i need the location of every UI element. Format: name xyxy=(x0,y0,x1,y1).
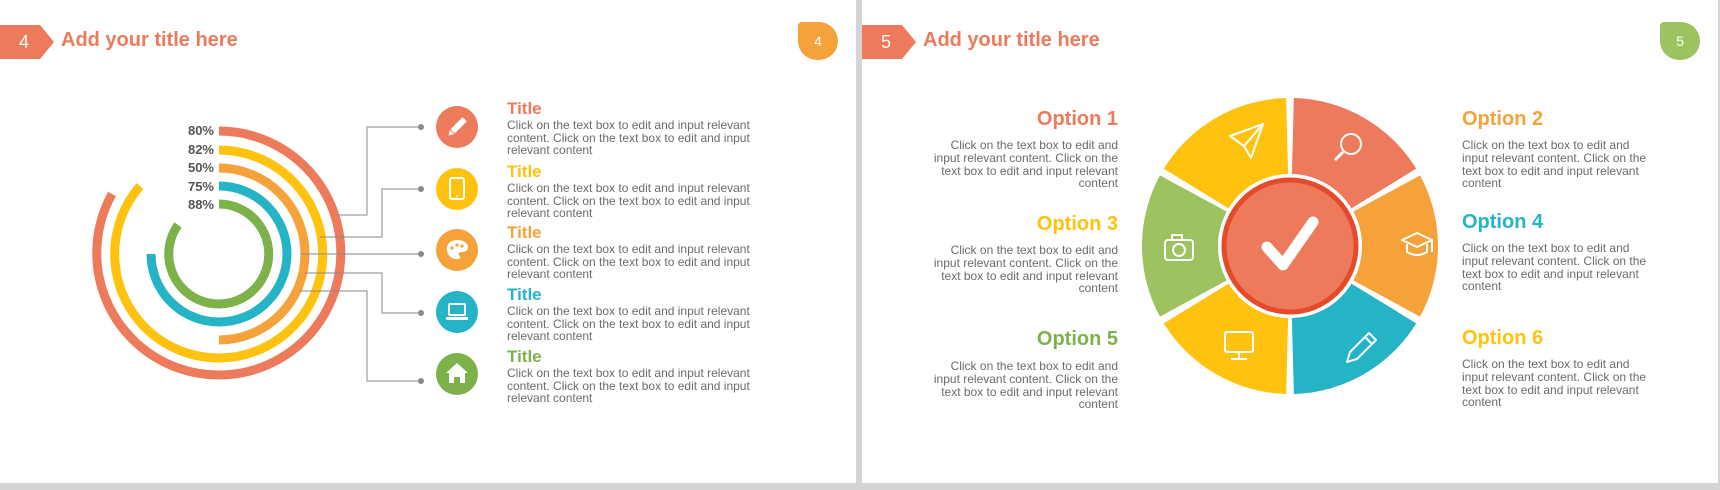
option-title[interactable]: Option 6 xyxy=(1462,327,1544,349)
item-description[interactable]: Click on the text box to edit and input relevant content. Click on the text box to edit and input relevant content xyxy=(507,242,750,282)
home-icon xyxy=(436,353,478,395)
percent-label: 88% xyxy=(187,197,214,212)
page-badge: 5 xyxy=(1660,22,1700,60)
option-description[interactable]: Click on the text box to edit and input relevant content. Click on the text box to edit and input relevant content xyxy=(1462,357,1647,410)
slide-title[interactable]: Add your title here xyxy=(923,29,1100,51)
percent-label: 50% xyxy=(187,160,214,175)
slide-number: 4 xyxy=(18,32,29,52)
ring-88 xyxy=(169,204,269,304)
connector-dot xyxy=(418,251,424,257)
item-title[interactable]: Title xyxy=(507,347,542,366)
connector-dot xyxy=(418,378,424,384)
pencil-icon-badge xyxy=(436,106,478,148)
item-title[interactable]: Title xyxy=(507,285,542,304)
percent-label: 80% xyxy=(187,123,214,138)
percent-label: 75% xyxy=(187,179,214,194)
item-title[interactable]: Title xyxy=(507,223,542,242)
percent-label: 82% xyxy=(187,142,214,157)
laptop-icon-badge xyxy=(436,291,478,333)
option-description[interactable]: Click on the text box to edit and input relevant content. Click on the text box to edit and input relevant content xyxy=(1462,138,1647,191)
item-description[interactable]: Click on the text box to edit and input relevant content. Click on the text box to edit and input relevant content xyxy=(507,181,750,221)
item-description[interactable]: Click on the text box to edit and input relevant content. Click on the text box to edit and input relevant content xyxy=(507,118,750,158)
option-title[interactable]: Option 5 xyxy=(1036,328,1118,350)
slide-number: 5 xyxy=(880,32,891,52)
item-description[interactable]: Click on the text box to edit and input relevant content. Click on the text box to edit and input relevant content xyxy=(507,366,750,406)
palette-icon-badge xyxy=(436,229,478,271)
connector-line xyxy=(337,127,421,215)
laptop-icon xyxy=(436,291,478,333)
item-title[interactable]: Title xyxy=(507,162,542,181)
option-description[interactable]: Click on the text box to edit and input relevant content. Click on the text box to edit and input relevant content xyxy=(933,138,1118,191)
slide-5[interactable] xyxy=(862,0,1718,483)
option-title[interactable]: Option 2 xyxy=(1462,108,1544,130)
item-description[interactable]: Click on the text box to edit and input relevant content. Click on the text box to edit and input relevant content xyxy=(507,304,750,344)
tablet-icon xyxy=(436,168,478,210)
connector-dot xyxy=(418,186,424,192)
page-badge: 4 xyxy=(798,22,838,60)
option-title[interactable]: Option 3 xyxy=(1036,213,1118,235)
option-title[interactable]: Option 4 xyxy=(1462,211,1544,233)
home-icon-badge xyxy=(436,353,478,395)
option-title[interactable]: Option 1 xyxy=(1036,108,1118,130)
option-description[interactable]: Click on the text box to edit and input relevant content. Click on the text box to edit and input relevant content xyxy=(933,243,1118,296)
slide-title[interactable]: Add your title here xyxy=(61,29,238,51)
connector-dot xyxy=(418,124,424,130)
item-title[interactable]: Title xyxy=(507,99,542,118)
palette-icon xyxy=(436,229,478,271)
ring-50 xyxy=(219,168,305,340)
tablet-icon-badge xyxy=(436,168,478,210)
connector-line xyxy=(300,291,421,381)
pencil-icon xyxy=(436,106,478,148)
option-description[interactable]: Click on the text box to edit and input relevant content. Click on the text box to edit and input relevant content xyxy=(933,359,1118,412)
option-description[interactable]: Click on the text box to edit and input relevant content. Click on the text box to edit and input relevant content xyxy=(1462,241,1647,294)
slide-4[interactable] xyxy=(0,0,856,483)
connector-dot xyxy=(418,310,424,316)
